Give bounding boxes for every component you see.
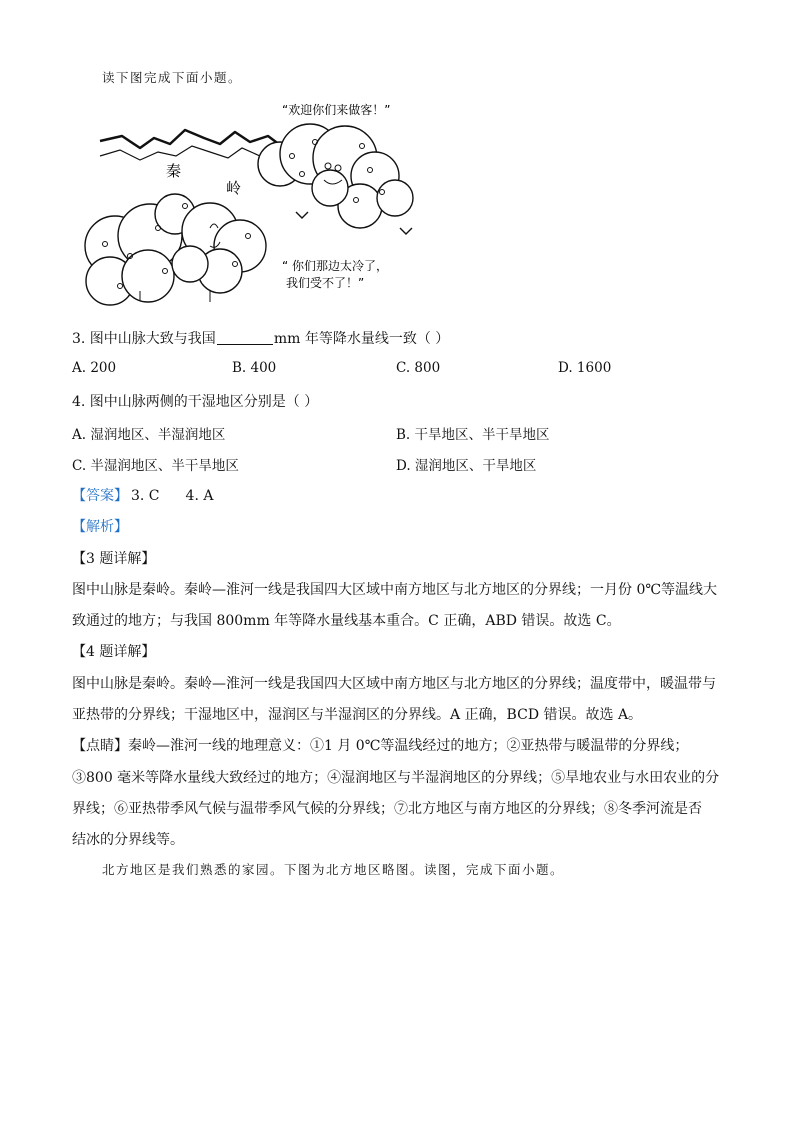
- detail-4-line: 亚热带的分界线；干湿地区中，湿润区与半湿润区的分界线。A 正确，BCD 错误。故选 A。: [72, 707, 643, 723]
- q4-option-d: D. 湿润地区、干旱地区: [396, 458, 537, 474]
- detail-3-line: 图中山脉是秦岭。秦岭—淮河一线是我国四大区域中南方地区与北方地区的分界线；一月份 0℃等温线大: [72, 582, 718, 598]
- answer-line: [72, 485, 213, 505]
- answer-4: 4. A: [185, 488, 214, 504]
- tip-line: 界线；⑥亚热带季风气候与温带季风气候的分界线；⑦北方地区与南方地区的分界线；⑧冬季河流是否: [72, 801, 702, 817]
- detail-3-label: 【3 题详解】: [72, 551, 156, 567]
- answer-3: 3. C: [131, 488, 160, 504]
- question-3-prefix: 3. 图中山脉大致与我国: [72, 331, 216, 347]
- q3-option-d: D. 1600: [558, 360, 612, 376]
- question-4: 4. 图中山脉两侧的干湿地区分别是（ ）: [72, 394, 319, 410]
- tip-line: ③800 毫米等降水量线大致经过的地方；④湿润地区与半湿润地区的分界线；⑤旱地农业与水田农业的分: [72, 770, 720, 786]
- detail-4-label: 【4 题详解】: [72, 644, 156, 660]
- tip-first-line: [72, 735, 688, 755]
- tip-text: 秦岭—淮河一线的地理意义：①1 月 0℃等温线经过的地方；②亚热带与暖温带的分界线；: [128, 738, 689, 754]
- bird-icon: [296, 212, 308, 218]
- speech-bottom-line1: “ 你们那边太冷了，: [282, 259, 389, 273]
- speech-bottom-line2: 我们受不了！”: [286, 276, 365, 290]
- q3-option-c: C. 800: [396, 360, 441, 376]
- detail-3-line: 致通过的地方；与我国 800mm 年等降水量线基本重合。C 正确，ABD 错误。故选 C。: [72, 613, 621, 629]
- answer-label: 【答案】: [72, 488, 128, 504]
- q4-option-a: A. 湿润地区、半湿润地区: [72, 427, 226, 443]
- mountain-label-qin: 秦: [166, 162, 182, 180]
- tip-line: 结冰的分界线等。: [72, 832, 184, 848]
- mountain-label-ling: 岭: [226, 179, 242, 197]
- intro-text-2: 北方地区是我们熟悉的家园。下图为北方地区略图。读图，完成下面小题。: [102, 862, 565, 877]
- tip-label: 【点睛】: [72, 738, 128, 754]
- q3-option-b: B. 400: [232, 360, 277, 376]
- q3-option-a: A. 200: [72, 360, 117, 376]
- qinling-cartoon-figure: [70, 96, 430, 314]
- detail-4-line: 图中山脉是秦岭。秦岭—淮河一线是我国四大区域中南方地区与北方地区的分界线；温度带中，暖温带与: [72, 676, 716, 692]
- q4-option-c: C. 半湿润地区、半干旱地区: [72, 458, 239, 474]
- answer-blank: [217, 330, 273, 345]
- bird-icon: [400, 228, 412, 234]
- q4-option-b: B. 干旱地区、半干旱地区: [396, 427, 550, 443]
- speech-top: “欢迎你们来做客！”: [282, 103, 391, 117]
- intro-text: 读下图完成下面小题。: [102, 70, 243, 85]
- south-trees-icon: [258, 124, 413, 228]
- analysis-label: 【解析】: [72, 519, 128, 535]
- question-3: [72, 328, 449, 348]
- question-3-suffix: mm 年等降水量线一致（ ）: [273, 331, 450, 347]
- north-trees-icon: [85, 194, 266, 305]
